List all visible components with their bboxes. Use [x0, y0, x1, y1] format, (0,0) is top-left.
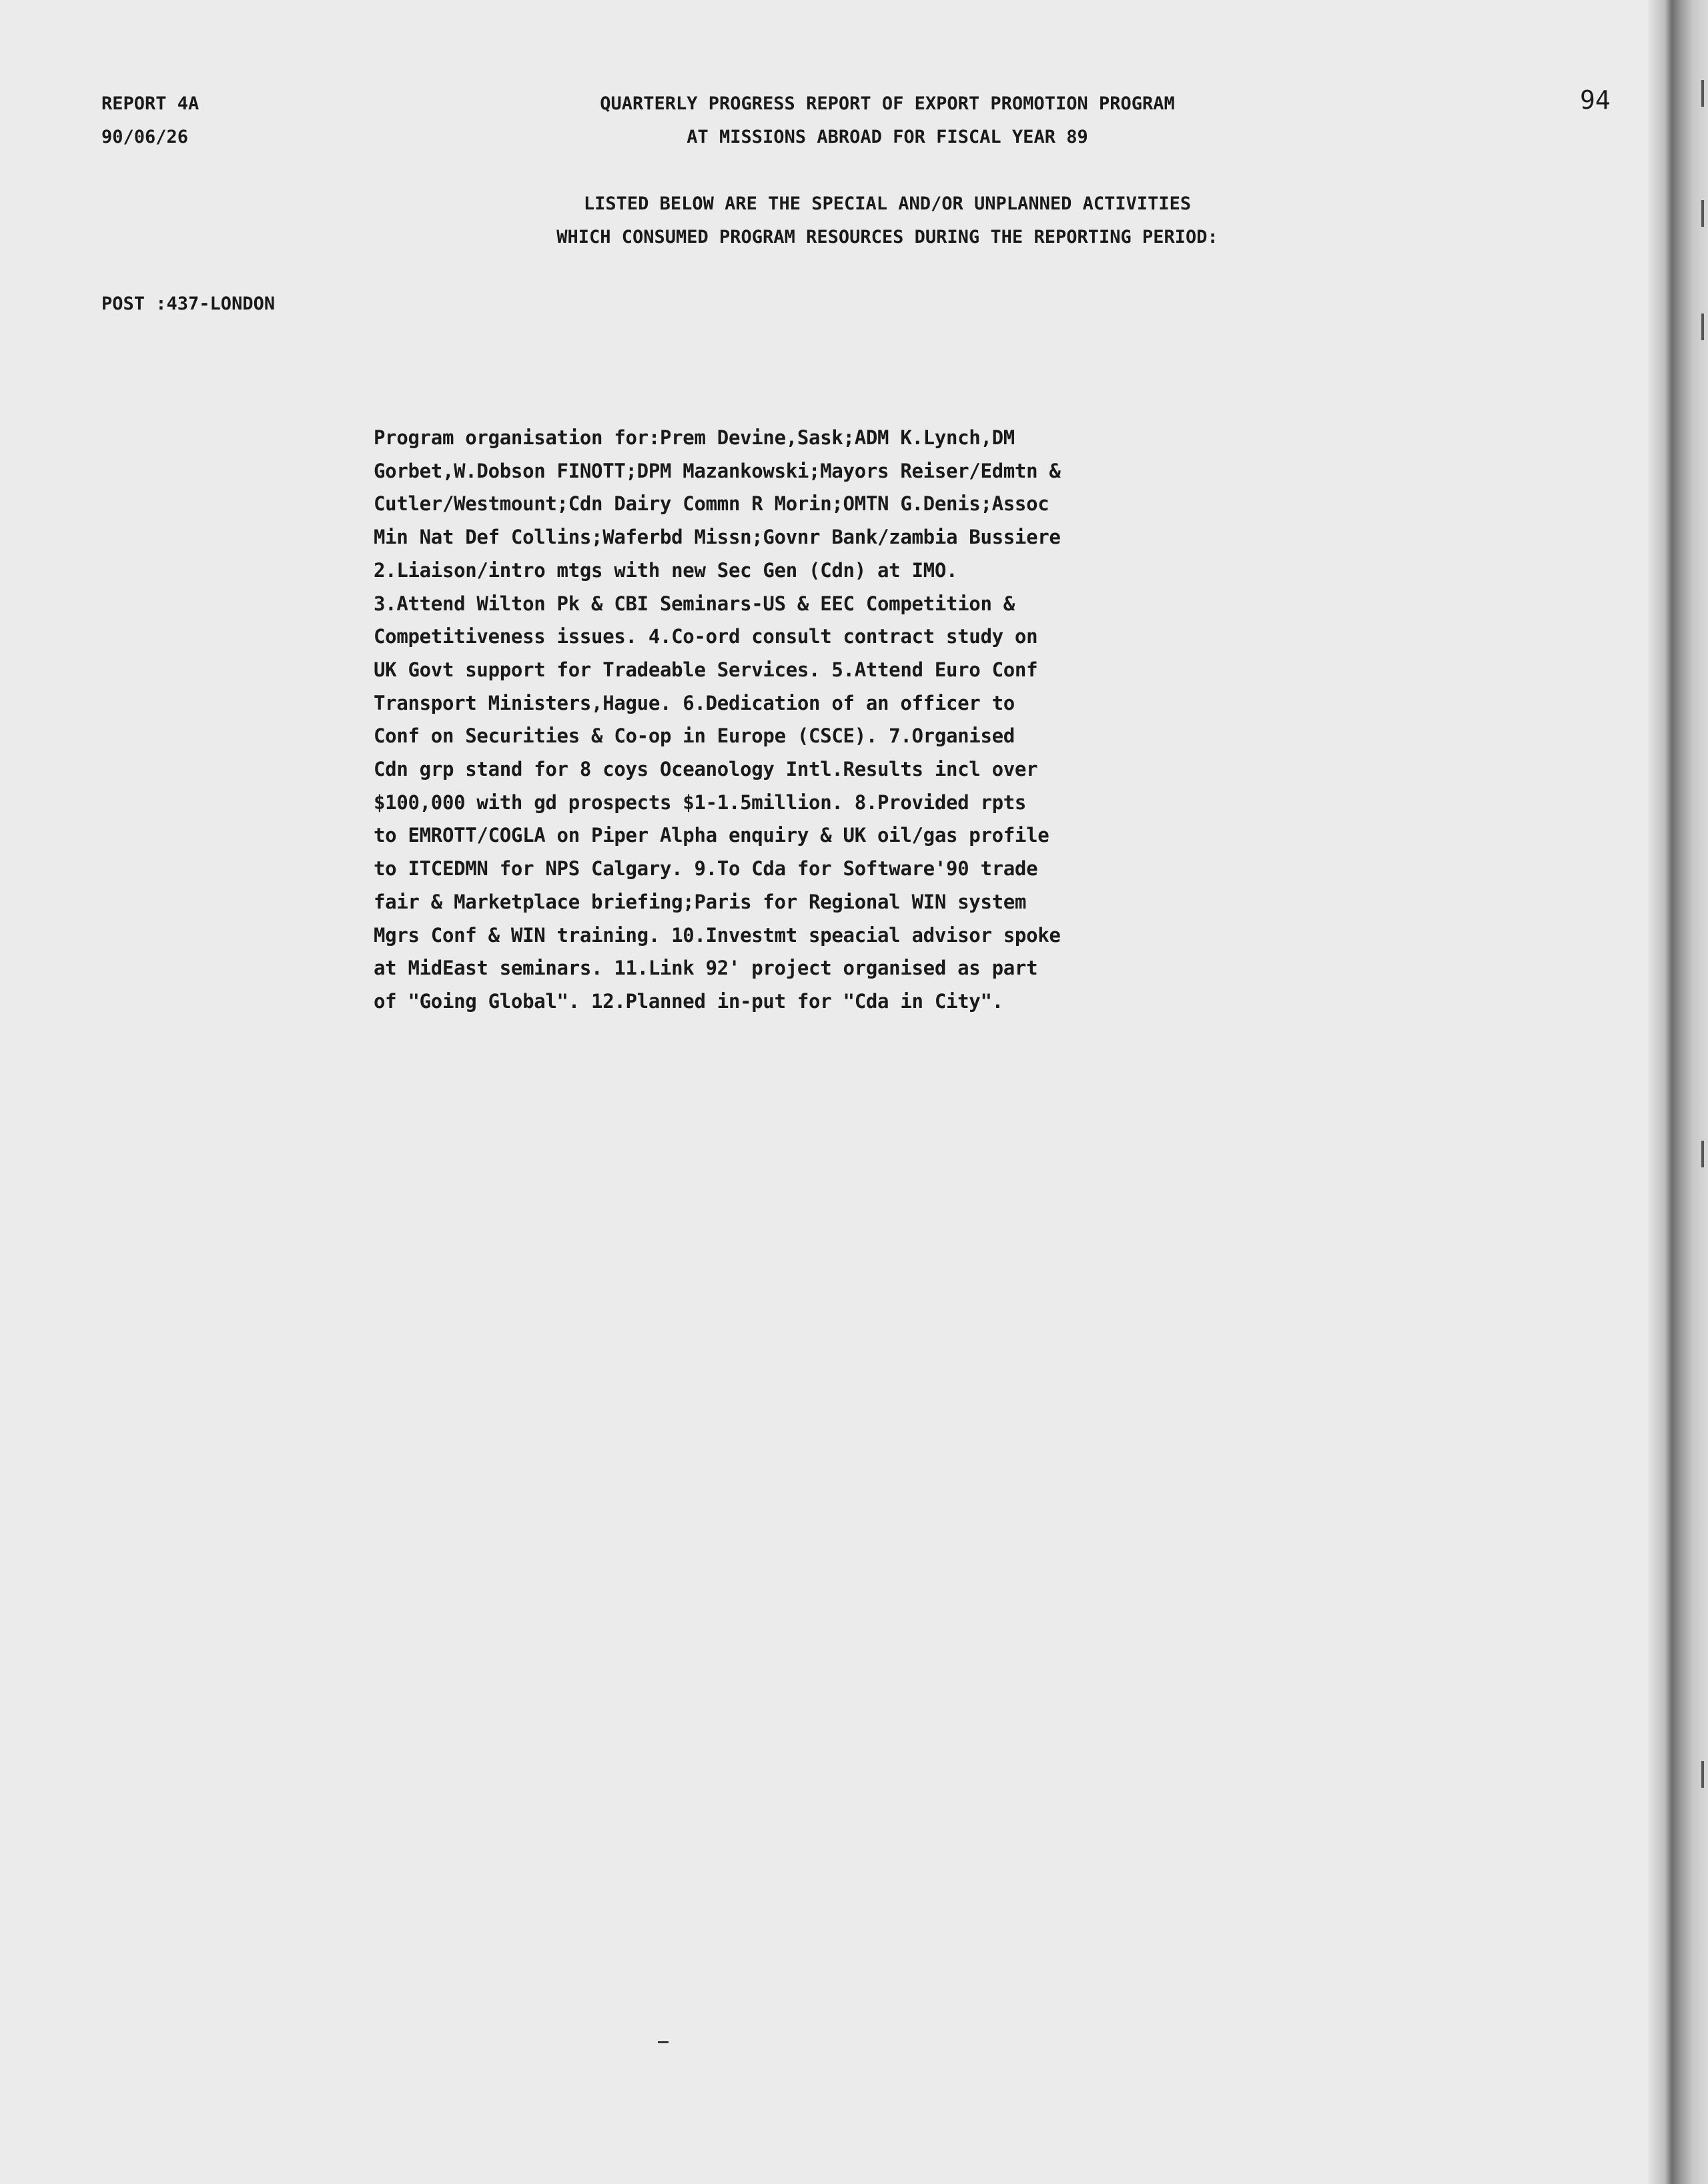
- activities-line: at MidEast seminars. 11.Link 92' project organised as part: [374, 957, 1038, 980]
- binding-mark: [1701, 314, 1704, 340]
- activities-line: 3.Attend Wilton Pk & CBI Seminars-US & EEC Competition &: [374, 592, 1015, 615]
- activities-line: to ITCEDMN for NPS Calgary. 9.To Cda for Software'90 trade: [374, 857, 1038, 881]
- activities-line: to EMROTT/COGLA on Piper Alpha enquiry & UK oil/gas profile: [374, 824, 1049, 847]
- page-mark: [658, 2041, 669, 2043]
- activities-line: Cutler/Westmount;Cdn Dairy Commn R Morin;OMTN G.Denis;Assoc: [374, 492, 1049, 516]
- activities-line: Gorbet,W.Dobson FINOTT;DPM Mazankowski;Mayors Reiser/Edmtn &: [374, 459, 1061, 482]
- activities-line: 2.Liaison/intro mtgs with new Sec Gen (Cdn) at IMO.: [374, 558, 958, 582]
- activities-line: UK Govt support for Tradeable Services. 5.Attend Euro Conf: [374, 658, 1038, 681]
- activities-line: Min Nat Def Collins;Waferbd Missn;Govnr Bank/zambia Bussiere: [374, 526, 1061, 549]
- activities-line: of "Going Global". 12.Planned in-put for "Cda in City".: [374, 989, 1003, 1013]
- report-title-line-1: QUARTERLY PROGRESS REPORT OF EXPORT PROMOTION PROGRAM: [600, 93, 1175, 114]
- activities-line: Transport Ministers,Hague. 6.Dedication of an officer to: [374, 691, 1015, 714]
- report-title-line-2: AT MISSIONS ABROAD FOR FISCAL YEAR 89: [687, 127, 1088, 147]
- activities-line: Competitiveness issues. 4.Co-ord consult contract study on: [374, 625, 1038, 648]
- section-heading-line-1: LISTED BELOW ARE THE SPECIAL AND/OR UNPLANNED ACTIVITIES: [583, 193, 1192, 214]
- page-number: 94: [1580, 85, 1611, 115]
- activities-line: $100,000 with gd prospects $1-1.5million. 8.Provided rpts: [374, 790, 1027, 814]
- binding-mark: [1701, 1761, 1704, 1788]
- activities-line: Program organisation for:Prem Devine,Sask;ADM K.Lynch,DM: [374, 426, 1015, 449]
- activities-line: Conf on Securities & Co-op in Europe (CSCE). 7.Organised: [374, 724, 1015, 748]
- post-label: POST :437-LONDON: [101, 294, 276, 314]
- binding-mark: [1701, 1141, 1704, 1167]
- binding-mark: [1701, 200, 1704, 227]
- activities-line: Mgrs Conf & WIN training. 10.Investmt speacial advisor spoke: [374, 923, 1061, 947]
- page-binding-edge: [1648, 0, 1708, 2184]
- report-date: 90/06/26: [101, 127, 189, 147]
- binding-mark: [1701, 80, 1704, 107]
- activities-line: Cdn grp stand for 8 coys Oceanology Intl.Results incl over: [374, 758, 1038, 781]
- activities-text: [374, 422, 1148, 1019]
- section-heading-line-2: WHICH CONSUMED PROGRAM RESOURCES DURING THE REPORTING PERIOD:: [556, 227, 1218, 247]
- activities-line: fair & Marketplace briefing;Paris for Regional WIN system: [374, 890, 1027, 913]
- report-id: REPORT 4A: [101, 93, 199, 114]
